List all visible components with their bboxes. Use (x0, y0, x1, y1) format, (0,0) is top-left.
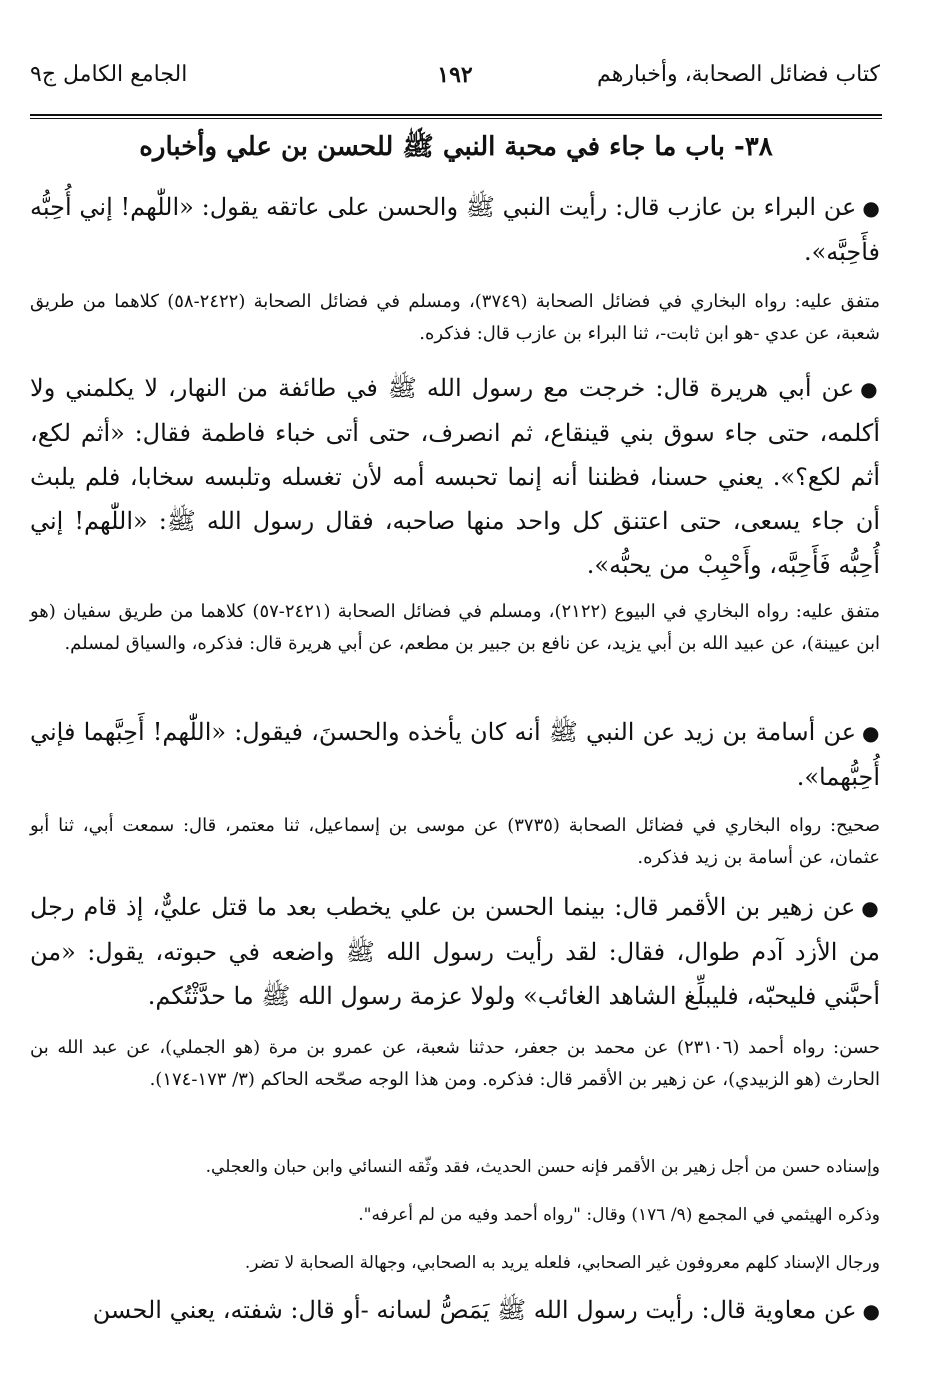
takhrij-note: حسن: رواه أحمد (٢٣١٠٦) عن محمد بن جعفر، حدثنا شعبة، عن عمرو بن مرة (هو الجملي)، عن عبد الله بن الحارث (هو الزبيدي)، عن زهير بن الأقمر قال: فذكره. ومن هذا الوجه صحّحه الحاكم (٣/ ١٧٣-١٧٤). (30, 1037, 881, 1090)
hadith-text: عن أسامة بن زيد عن النبي ﷺ أنه كان يأخذه والحسنَ، فيقول: «اللّٰهم! أَحِبَّهما فإني أُحِبُّهما». (30, 718, 880, 791)
header-double-rule (30, 114, 882, 119)
sub-note: وذكره الهيثمي في المجمع (٩/ ١٧٦) وقال: "رواه أحمد وفيه من لم أعرفه". (358, 1205, 880, 1225)
takhrij-note: صحيح: رواه البخاري في فضائل الصحابة (٣٧٣٥) عن موسى بن إسماعيل، ثنا معتمر، قال: سمعت أبي، ثنا أبو عثمان، عن أسامة بن زيد فذكره. (30, 815, 880, 868)
bullet-icon: ● (860, 377, 881, 401)
sub-note: وإسناده حسن من أجل زهير بن الأقمر فإنه حسن الحديث، فقد وثّقه النسائي وابن حبان والعجلي. (205, 1157, 880, 1177)
hadith-paragraph (30, 1288, 880, 1333)
running-header (30, 62, 880, 102)
hadith-text: عن البراء بن عازب قال: رأيت النبي ﷺ والحسن على عاتقه يقول: «اللّٰهم! إني أُحِبُّه فأَحِبَّه». (30, 193, 880, 266)
chapter-title: ٣٨- باب ما جاء في محبة النبي ﷺ للحسن بن علي وأخباره (139, 132, 773, 162)
bullet-icon: ● (862, 721, 881, 745)
hadith-text: عن أبي هريرة قال: خرجت مع رسول الله ﷺ في طائفة من النهار، لا يكلمني ولا أكلمه، حتى جاء سوق بني قينقاع، ثم انصرف، حتى أتى خباء فاطمة فقال: «أثم لكع، أثم لكع؟». يعني حسنا، فظننا أنه إنما تحبسه أمه لأن تغسله وتلبسه سخابا، فلم يلبث أن جاء يسعى، حتى اعتنق كل واحد منها صاحبه، فقال رسول الله ﷺ: «اللّٰهم! إني أُحِبُّه فَأَحِبَّه، وأَحْبِبْ من يحبُّه». (30, 374, 880, 579)
takhrij-note: متفق عليه: رواه البخاري في فضائل الصحابة (٣٧٤٩)، ومسلم في فضائل الصحابة (٢٤٢٢-٥٨) كلاهما من طريق شعبة، عن عدي -هو ابن ثابت-، ثنا البراء بن عازب قال: فذكره. (30, 291, 880, 344)
sub-note: ورجال الإسناد كلهم معروفون غير الصحابي، فلعله يريد به الصحابي، وجهالة الصحابة لا تضر. (244, 1253, 880, 1273)
hadith-paragraph (30, 185, 880, 274)
hadith-paragraph (30, 710, 880, 799)
takhrij-note: متفق عليه: رواه البخاري في البيوع (٢١٢٢)، ومسلم في فضائل الصحابة (٢٤٢١-٥٧) كلاهما من طريق سفيان (هو ابن عيينة)، عن عبيد الله بن أبي يزيد، عن نافع بن جبير بن مطعم، عن أبي هريرة قال: فذكره، والسياق لمسلم. (30, 601, 880, 654)
running-header-book-title: كتاب فضائل الصحابة، وأخبارهم (597, 62, 880, 87)
running-header-volume: الجامع الكامل ج٩ (30, 62, 188, 87)
hadith-text: عن زهير بن الأقمر قال: بينما الحسن بن علي يخطب بعد ما قتل عليٌّ، إذ قام رجل من الأزد آدم طوال، فقال: لقد رأيت رسول الله ﷺ واضعه في حبوته، يقول: «من أحبَّني فليحبّه، فليبلِّغ الشاهد الغائب» ولولا عزمة رسول الله ﷺ ما حدَّثْتُكم. (30, 893, 880, 1010)
hadith-paragraph (30, 885, 880, 1018)
hadith-paragraph (30, 366, 880, 587)
bullet-icon: ● (862, 196, 880, 220)
hadith-text: عن معاوية قال: رأيت رسول الله ﷺ يَمَصُّ لسانه -أو قال: شفته، يعني الحسن (92, 1296, 857, 1324)
bullet-icon: ● (861, 896, 880, 920)
bullet-icon: ● (862, 1299, 880, 1323)
page-number: ١٩٢ (437, 62, 473, 88)
